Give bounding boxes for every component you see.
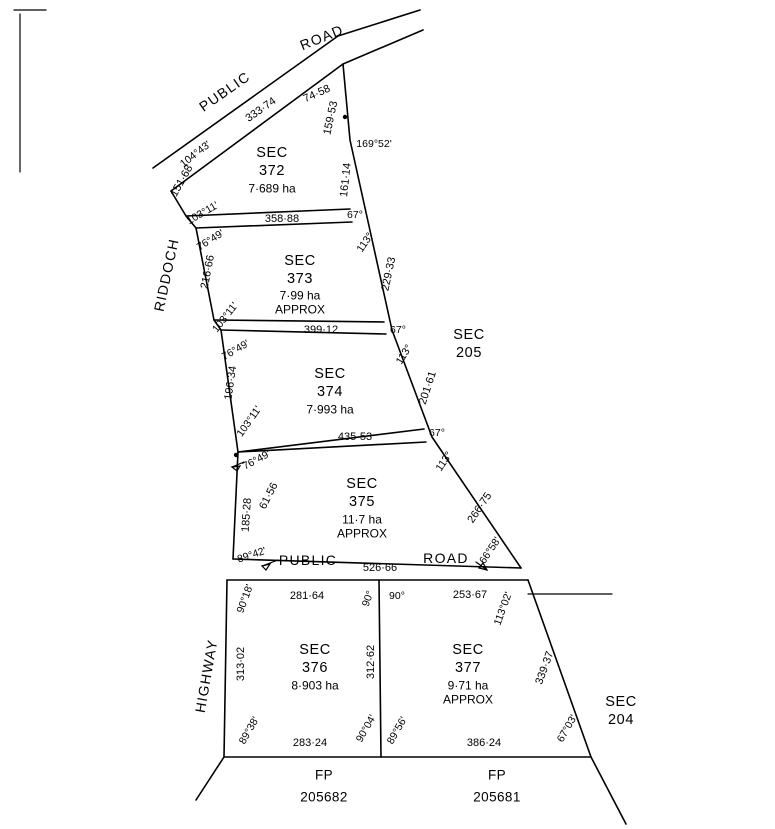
angle-113-02: 113°02' <box>491 590 515 628</box>
leader-arrowhead-corner-375 <box>232 466 240 471</box>
section-376-area: 8·903 ha <box>291 678 339 693</box>
section-204-label: SEC <box>605 693 637 710</box>
leader-arrowhead-public-mid <box>262 564 270 570</box>
filed-plan-205682-label: FP <box>314 767 334 783</box>
road-label-highway: HIGHWAY <box>191 637 221 714</box>
road-label-road-mid: ROAD <box>423 550 469 567</box>
filed-plan-205682-number: 205682 <box>300 789 348 805</box>
angle-66-58: 66°58' <box>477 534 504 567</box>
dimension-281-64: 281·64 <box>289 589 325 602</box>
dimension-253-67: 253·67 <box>452 588 488 601</box>
riddoch-highway-sw <box>196 757 224 800</box>
angle-113-a: 113° <box>354 230 377 255</box>
angle-103-11-a: 103°11' <box>184 199 221 228</box>
angle-89-56: 89°56' <box>384 714 410 747</box>
dimension-339-37: 339·37 <box>533 649 557 687</box>
angle-76-49-b: 76°49' <box>219 337 252 363</box>
dimension-216-66: 216·66 <box>198 254 218 290</box>
angle-67-c: 67° <box>429 427 445 440</box>
section-372-label: SEC <box>256 144 288 161</box>
section-375-label: SEC <box>346 475 378 492</box>
section-375-approx: APPROX <box>336 526 388 541</box>
corner-dot-372 <box>343 115 347 119</box>
dimension-358-88: 358·88 <box>264 212 300 225</box>
section-377-number: 377 <box>455 659 481 676</box>
angle-90-b: 90° <box>389 590 405 603</box>
dimension-266-75: 266·75 <box>465 490 495 526</box>
dimension-161-14: 161·14 <box>338 162 354 198</box>
angle-113-c: 113° <box>433 449 456 474</box>
dimension-151-68: 151·68 <box>168 163 196 199</box>
section-376-label: SEC <box>299 641 331 658</box>
section-374-label: SEC <box>314 365 346 382</box>
section-373-label: SEC <box>284 252 316 269</box>
section-204-number: 204 <box>608 711 634 728</box>
section-377-approx: APPROX <box>442 692 494 707</box>
angle-90-04: 90°04' <box>353 712 379 745</box>
angle-89-42: 89°42' <box>235 544 268 566</box>
dimension-313-02: 313·02 <box>234 646 247 682</box>
filed-plan-205681-label: FP <box>487 767 507 783</box>
section-205-number: 205 <box>456 344 482 361</box>
angle-103-11-b: 103°11' <box>209 300 241 335</box>
angle-104-43: 104°43' <box>177 138 214 170</box>
angle-67-b: 67° <box>390 324 406 337</box>
dimension-312-62: 312·62 <box>364 644 377 680</box>
section-373-area: 7·99 ha <box>279 288 321 303</box>
filed-plan-205681-number: 205681 <box>473 789 521 805</box>
boundary-373-374 <box>214 320 384 322</box>
angle-103-11-c: 103°11' <box>234 403 265 440</box>
section-374-number: 374 <box>317 383 343 400</box>
section-205-label: SEC <box>453 326 485 343</box>
dimension-399-12: 399·12 <box>303 323 339 336</box>
section-373-number: 373 <box>287 270 313 287</box>
dimension-185-28: 185·28 <box>239 497 255 533</box>
dimension-61-56: 61·56 <box>257 480 281 512</box>
dimension-201-61: 201·61 <box>416 369 439 407</box>
section-373-approx: APPROX <box>274 302 326 317</box>
angle-67-a: 67° <box>347 209 363 222</box>
section-377-label: SEC <box>452 641 484 658</box>
corner-dot-375 <box>234 453 238 457</box>
dimension-159-53: 159·53 <box>321 99 341 136</box>
section-377-area: 9·71 ha <box>447 678 489 693</box>
angle-76-49-a: 76°49' <box>194 227 227 254</box>
road-label-road-top: ROAD <box>297 21 346 54</box>
angle-89-38: 89°38' <box>236 714 262 747</box>
dimension-386-24: 386·24 <box>466 736 502 749</box>
section-374-area: 7·993 ha <box>306 402 354 417</box>
angle-169-52: 169°52' <box>356 138 392 151</box>
dimension-229-33: 229·33 <box>379 255 399 292</box>
road-label-public-top: PUBLIC <box>196 68 254 115</box>
dimension-283-24: 283·24 <box>292 736 328 749</box>
section-375-area: 11·7 ha <box>342 512 382 527</box>
dimension-196-34: 196·34 <box>222 365 240 401</box>
dimension-526-66: 526·66 <box>362 561 398 574</box>
section-372-area: 7·689 ha <box>248 181 296 196</box>
dimension-74-58: 74·58 <box>301 82 333 106</box>
angle-67-03: 67°03' <box>554 712 580 745</box>
angle-113-b: 113° <box>393 342 415 367</box>
lower-west-boundary <box>224 580 227 757</box>
road-label-riddoch: RIDDOCH <box>150 236 182 313</box>
section-372-number: 372 <box>259 162 285 179</box>
angle-90-18: 90°18' <box>234 582 256 615</box>
angle-90-a: 90° <box>359 589 377 609</box>
section-375-number: 375 <box>349 493 375 510</box>
dimension-333-74: 333·74 <box>243 95 279 125</box>
road-label-public-mid: PUBLIC <box>278 552 338 569</box>
section-376-number: 376 <box>302 659 328 676</box>
dimension-435-53: 435·53 <box>337 430 373 443</box>
boundary-376-377 <box>379 580 381 757</box>
east-boundary-sw <box>591 757 626 824</box>
angle-76-49-c: 76°49' <box>240 447 273 473</box>
